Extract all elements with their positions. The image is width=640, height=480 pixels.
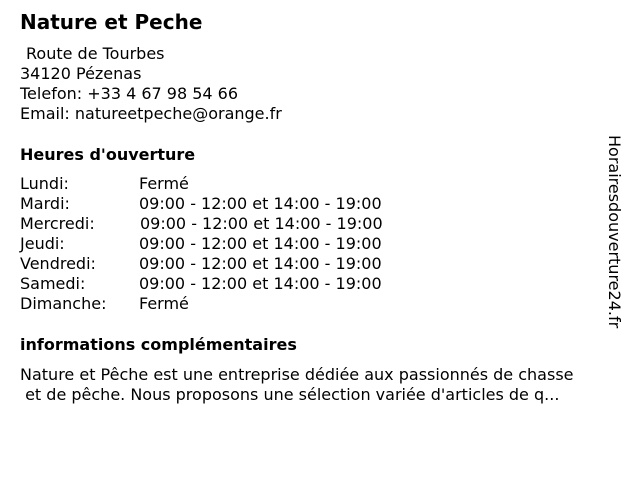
description-line: Nature et Pêche est une entreprise dédiée aux passionnés de chasse (20, 365, 574, 384)
additional-info-heading: informations complémentaires (20, 335, 297, 354)
day-label: Mardi: (20, 194, 70, 213)
hours-row-wednesday (20, 214, 440, 234)
business-description (20, 365, 610, 405)
day-label: Lundi: (20, 174, 69, 193)
hours-row-sunday (20, 294, 440, 314)
description-line: et de pêche. Nous proposons une sélection variée d'articles de q... (20, 385, 560, 404)
opening-hours-table (20, 174, 440, 314)
day-label: Samedi: (20, 274, 86, 293)
hours-row-saturday (20, 274, 440, 294)
day-hours: 09:00 - 12:00 et 14:00 - 19:00 (139, 254, 382, 273)
hours-row-thursday (20, 234, 440, 254)
day-hours: 09:00 - 12:00 et 14:00 - 19:00 (139, 234, 382, 253)
hours-row-friday (20, 254, 440, 274)
day-label: Jeudi: (20, 234, 65, 253)
site-watermark: Horairesdouverture24.fr (605, 135, 624, 329)
phone: Telefon: +33 4 67 98 54 66 (20, 84, 239, 103)
business-name: Nature et Peche (20, 10, 203, 34)
contact-block (20, 44, 282, 124)
day-hours: 09:00 - 12:00 et 14:00 - 19:00 (140, 214, 383, 233)
day-hours: Fermé (139, 174, 189, 193)
day-label: Vendredi: (20, 254, 96, 273)
day-hours: 09:00 - 12:00 et 14:00 - 19:00 (139, 194, 382, 213)
hours-row-tuesday (20, 194, 440, 214)
day-hours: 09:00 - 12:00 et 14:00 - 19:00 (139, 274, 382, 293)
hours-row-monday (20, 174, 440, 194)
day-label: Mercredi: (20, 214, 95, 233)
opening-hours-heading: Heures d'ouverture (20, 145, 196, 164)
day-hours: Fermé (139, 294, 189, 313)
email: Email: natureetpeche@orange.fr (20, 104, 282, 123)
city: 34120 Pézenas (20, 64, 142, 83)
street-address: Route de Tourbes (26, 44, 165, 63)
day-label: Dimanche: (20, 294, 107, 313)
